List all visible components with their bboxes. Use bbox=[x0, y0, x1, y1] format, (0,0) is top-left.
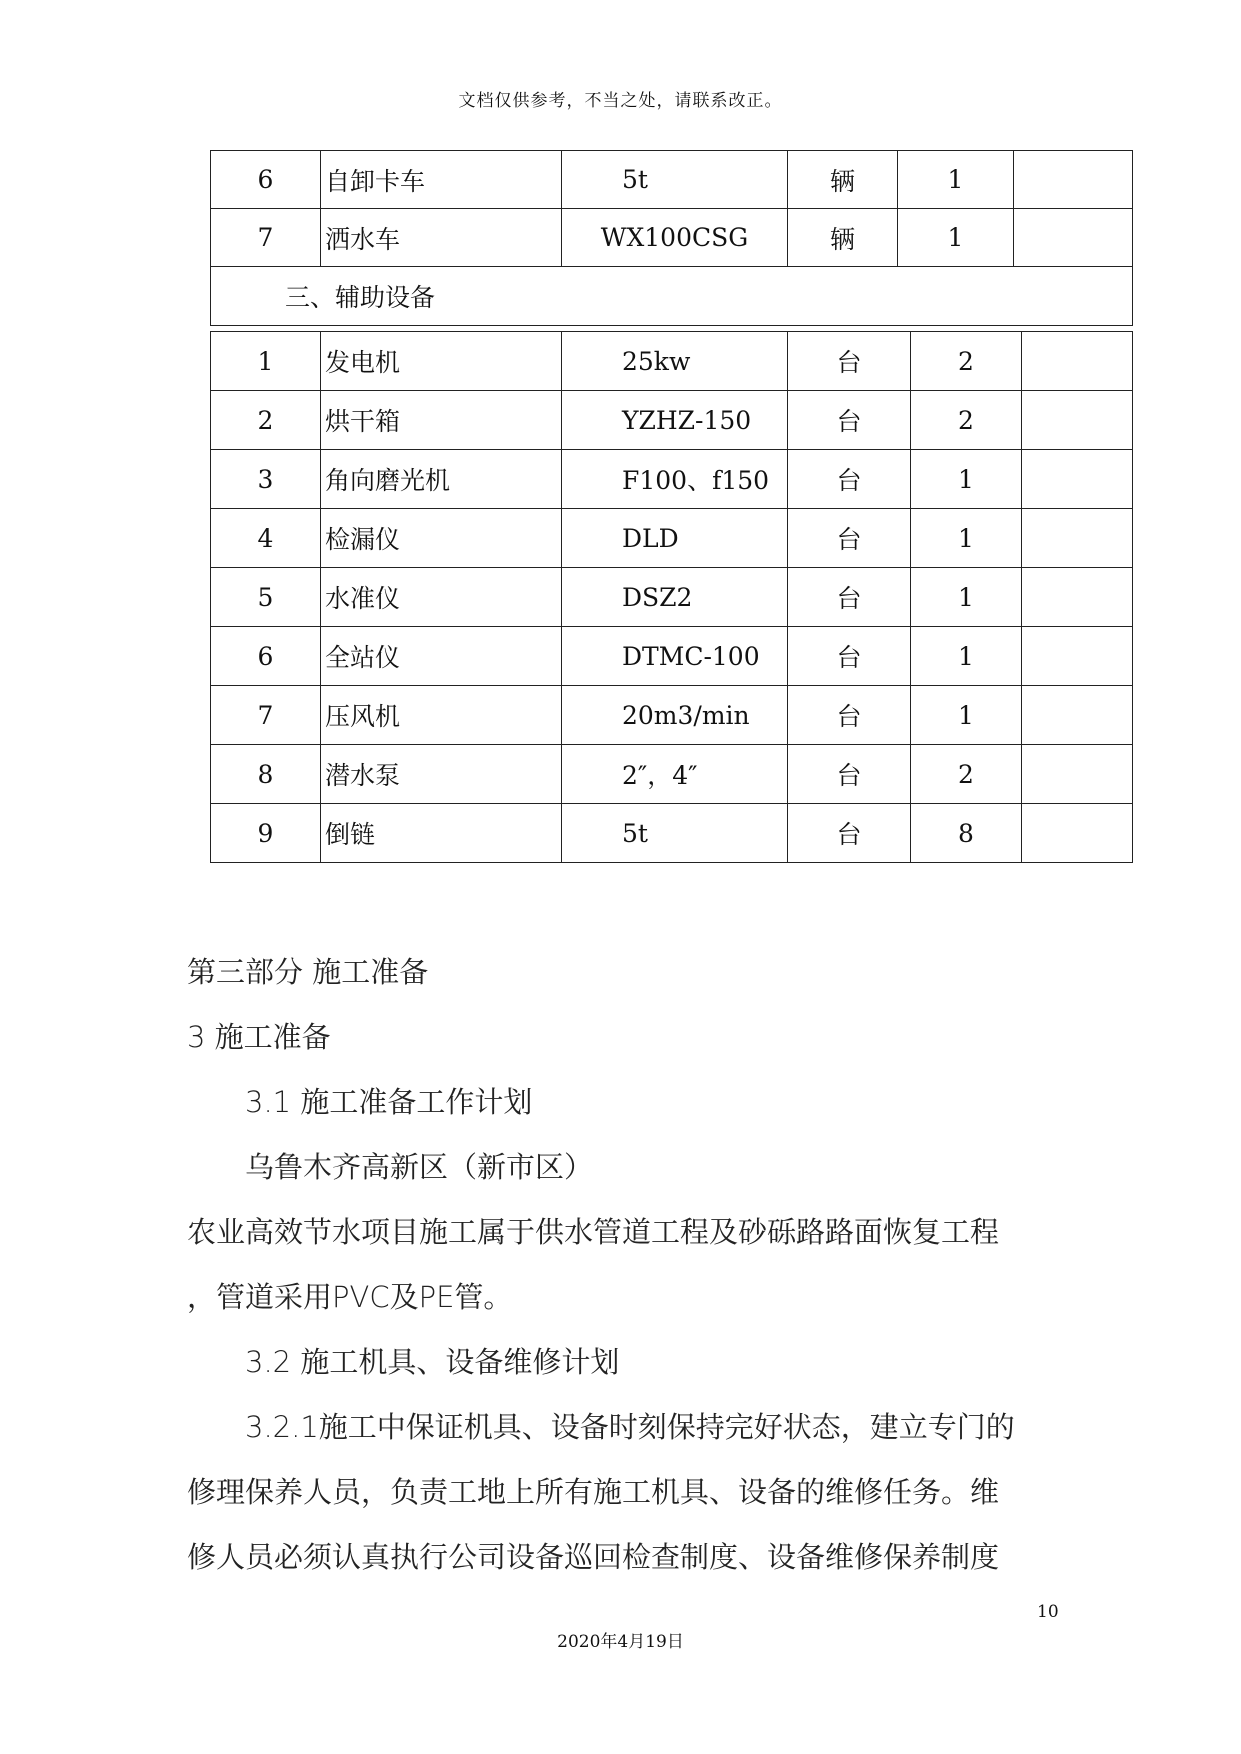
table-row bbox=[211, 568, 1133, 627]
header-note: 文档仅供参考，不当之处，请联系改正。 bbox=[458, 91, 783, 111]
equipment-qty: 1 bbox=[911, 627, 1022, 686]
equipment-name: 洒水车 bbox=[321, 209, 562, 267]
table-row bbox=[211, 391, 1133, 450]
equipment-unit: 台 bbox=[788, 450, 911, 509]
row-number: 3 bbox=[211, 450, 321, 509]
equipment-spec: DTMC-100 bbox=[562, 627, 788, 686]
equipment-unit: 台 bbox=[788, 568, 911, 627]
equipment-note bbox=[1022, 745, 1133, 804]
equipment-name: 潜水泵 bbox=[321, 745, 562, 804]
equipment-spec: 5t bbox=[562, 804, 788, 863]
table-row bbox=[211, 450, 1133, 509]
table-row bbox=[211, 804, 1133, 863]
row-number: 6 bbox=[211, 151, 321, 209]
equipment-name: 自卸卡车 bbox=[321, 151, 562, 209]
paragraph-line: 乌鲁木齐高新区（新市区） bbox=[245, 1150, 594, 1184]
table-row bbox=[211, 151, 1133, 209]
equipment-spec: DSZ2 bbox=[562, 568, 788, 627]
equipment-table-vehicles bbox=[210, 150, 1133, 326]
equipment-spec: WX100CSG bbox=[562, 209, 788, 267]
equipment-note bbox=[1022, 391, 1133, 450]
part-title: 第三部分 施工准备 bbox=[187, 955, 429, 989]
equipment-name: 角向磨光机 bbox=[321, 450, 562, 509]
table-row bbox=[211, 509, 1133, 568]
equipment-spec: 5t bbox=[562, 151, 788, 209]
equipment-unit: 台 bbox=[788, 686, 911, 745]
equipment-unit: 台 bbox=[788, 509, 911, 568]
table-section-row bbox=[211, 267, 1133, 326]
equipment-unit: 台 bbox=[788, 332, 911, 391]
equipment-table-auxiliary bbox=[210, 331, 1133, 863]
equipment-qty: 1 bbox=[911, 686, 1022, 745]
equipment-unit: 台 bbox=[788, 804, 911, 863]
table-row bbox=[211, 686, 1133, 745]
row-number: 9 bbox=[211, 804, 321, 863]
section-title: 三、辅助设备 bbox=[211, 267, 1133, 326]
equipment-spec: 2″，4″ bbox=[562, 745, 788, 804]
equipment-qty: 1 bbox=[911, 568, 1022, 627]
paragraph-line: 3.2.1施工中保证机具、设备时刻保持完好状态，建立专门的 bbox=[245, 1410, 1015, 1444]
equipment-note bbox=[1022, 804, 1133, 863]
table-row bbox=[211, 332, 1133, 391]
row-number: 7 bbox=[211, 686, 321, 745]
paragraph-line: ，管道采用PVC及PE管。 bbox=[187, 1280, 513, 1314]
equipment-name: 检漏仪 bbox=[321, 509, 562, 568]
page-number: 10 bbox=[1037, 1602, 1059, 1622]
row-number: 2 bbox=[211, 391, 321, 450]
row-number: 8 bbox=[211, 745, 321, 804]
row-number: 6 bbox=[211, 627, 321, 686]
equipment-qty: 1 bbox=[911, 509, 1022, 568]
equipment-unit: 台 bbox=[788, 745, 911, 804]
equipment-note bbox=[1022, 509, 1133, 568]
equipment-qty: 2 bbox=[911, 332, 1022, 391]
equipment-qty: 2 bbox=[911, 391, 1022, 450]
equipment-name: 水准仪 bbox=[321, 568, 562, 627]
row-number: 5 bbox=[211, 568, 321, 627]
paragraph-line: 修理保养人员，负责工地上所有施工机具、设备的维修任务。维 bbox=[187, 1475, 1000, 1509]
equipment-qty: 8 bbox=[911, 804, 1022, 863]
equipment-spec: 25kw bbox=[562, 332, 788, 391]
row-number: 1 bbox=[211, 332, 321, 391]
equipment-qty: 1 bbox=[898, 209, 1014, 267]
row-number: 4 bbox=[211, 509, 321, 568]
equipment-unit: 辆 bbox=[788, 209, 898, 267]
chapter-title: 3 施工准备 bbox=[187, 1020, 331, 1054]
equipment-name: 压风机 bbox=[321, 686, 562, 745]
equipment-spec: DLD bbox=[562, 509, 788, 568]
paragraph-line: 修人员必须认真执行公司设备巡回检查制度、设备维修保养制度 bbox=[187, 1540, 1000, 1574]
equipment-spec: YZHZ-150 bbox=[562, 391, 788, 450]
equipment-note bbox=[1022, 568, 1133, 627]
section-3-2-title: 3.2 施工机具、设备维修计划 bbox=[245, 1345, 620, 1379]
equipment-name: 全站仪 bbox=[321, 627, 562, 686]
footer-date: 2020年4月19日 bbox=[557, 1632, 684, 1652]
equipment-note bbox=[1022, 686, 1133, 745]
row-number: 7 bbox=[211, 209, 321, 267]
table-row bbox=[211, 745, 1133, 804]
equipment-qty: 2 bbox=[911, 745, 1022, 804]
table-row bbox=[211, 209, 1133, 267]
paragraph-line: 农业高效节水项目施工属于供水管道工程及砂砾路路面恢复工程 bbox=[187, 1215, 1000, 1249]
equipment-name: 发电机 bbox=[321, 332, 562, 391]
equipment-note bbox=[1022, 450, 1133, 509]
section-3-1-title: 3.1 施工准备工作计划 bbox=[245, 1085, 533, 1119]
equipment-unit: 辆 bbox=[788, 151, 898, 209]
equipment-note bbox=[1014, 151, 1133, 209]
equipment-name: 倒链 bbox=[321, 804, 562, 863]
equipment-unit: 台 bbox=[788, 391, 911, 450]
equipment-qty: 1 bbox=[911, 450, 1022, 509]
equipment-spec: 20m3/min bbox=[562, 686, 788, 745]
equipment-qty: 1 bbox=[898, 151, 1014, 209]
equipment-name: 烘干箱 bbox=[321, 391, 562, 450]
table-row bbox=[211, 627, 1133, 686]
equipment-unit: 台 bbox=[788, 627, 911, 686]
equipment-note bbox=[1022, 332, 1133, 391]
equipment-spec: F100、f150 bbox=[562, 450, 788, 509]
equipment-note bbox=[1022, 627, 1133, 686]
equipment-note bbox=[1014, 209, 1133, 267]
